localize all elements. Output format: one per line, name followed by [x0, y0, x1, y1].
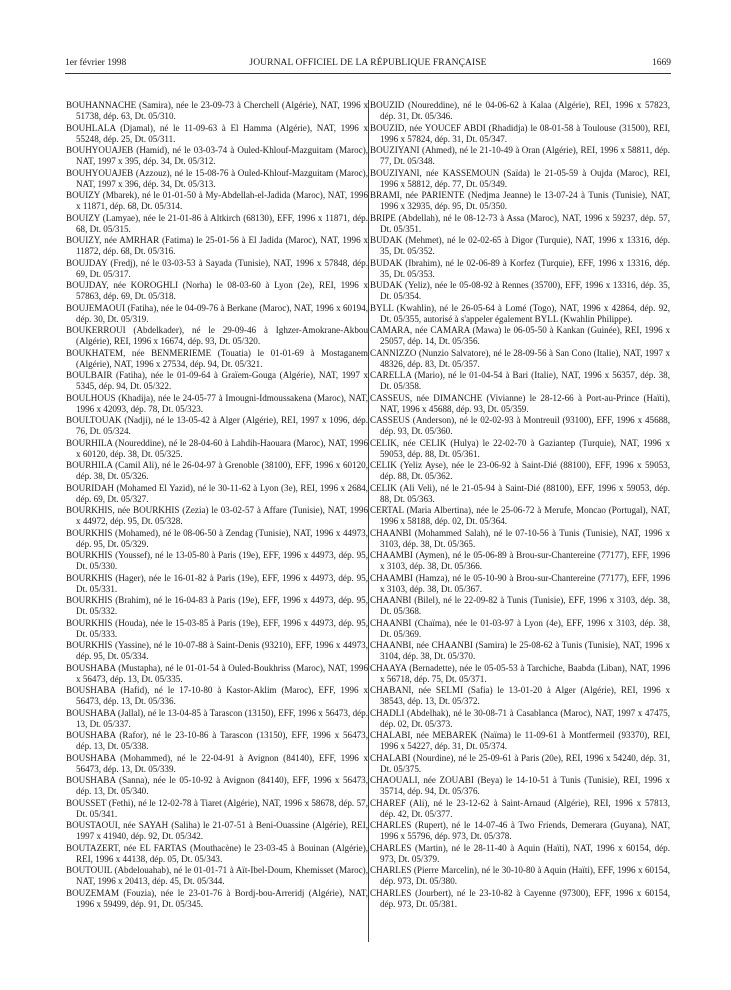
- register-entry: CHAANBI (Bilel), né le 22-09-82 à Tunis (Tunisie), EFF, 1996 x 3103, dép. 38, Dt. 05/368.: [370, 595, 670, 617]
- register-entry: BOULTOUAK (Nadji), né le 13-05-42 à Alger (Algérie), REI, 1997 x 1096, dép. 76, Dt. 05/324.: [66, 415, 368, 437]
- register-entry: CHARLES (Rupert), né le 14-07-46 à Two Friends, Demerara (Guyana), NAT, 1996 x 55796, dép. 973, Dt. 05/378.: [370, 820, 670, 842]
- register-entry: CELIK (Yeliz Ayse), née le 23-06-92 à Saint-Dié (88100), EFF, 1996 x 59053, dép. 88, Dt. 05/362.: [370, 460, 670, 482]
- register-entry: BOUSHABA (Sanna), née le 05-10-92 à Avignon (84140), EFF, 1996 x 56473, dép. 13, Dt. 05/340.: [66, 775, 368, 797]
- left-column: [66, 100, 368, 910]
- register-entry: BOUSHABA (Jallal), né le 13-04-85 à Tarascon (13150), EFF, 1996 x 56473, dép. 13, Dt. 05/337.: [66, 707, 368, 729]
- register-entry: BOURKHIS (Mohamed), né le 08-06-50 à Zendag (Tunisie), NAT, 1996 x 44973, dép. 95, Dt. 05/329.: [66, 527, 368, 549]
- register-entry: BUDAK (Mehmet), né le 02-02-65 à Digor (Turquie), NAT, 1996 x 13316, dép. 35, Dt. 05/352.: [370, 235, 670, 257]
- register-entry: BOURIDAH (Mohamed El Yazid), né le 30-11-62 à Lyon (3e), REI, 1996 x 2684, dép. 69, Dt. 05/327.: [66, 482, 368, 504]
- column-divider: [368, 100, 369, 942]
- register-entry: BOUZIYANI, née KASSEMOUN (Saïda) le 21-05-59 à Oujda (Maroc), REI, 1996 x 58812, dép. 77, Dt. 05/349.: [370, 167, 670, 189]
- register-entry: BYLL (Kwahlin), né le 26-05-64 à Lomé (Togo), NAT, 1996 x 42864, dép. 92, Dt. 05/355, autorisé à s'appeler également BYLL (Kwahlin Philippe).: [370, 302, 670, 324]
- register-entry: BOUTAZERT, née EL FARTAS (Mouthacène) le 23-03-45 à Bouinan (Algérie), REI, 1996 x 44138, dép. 05, Dt. 05/343.: [66, 842, 368, 864]
- register-entry: BOUHYOUAJEB (Azzouz), né le 15-08-76 à Ouled-Khlouf-Mazguitam (Maroc), NAT, 1997 x 396, dép. 34, Dt. 05/313.: [66, 167, 368, 189]
- register-entry: BOUSSET (Fethi), né le 12-02-78 à Tiaret (Algérie), NAT, 1996 x 58678, dép. 57, Dt. 05/341.: [66, 797, 368, 819]
- register-entry: BOUHYOUAJEB (Hamid), né le 03-03-74 à Ouled-Khlouf-Mazguitam (Maroc), NAT, 1997 x 395, dép. 34, Dt. 05/312.: [66, 145, 368, 167]
- register-entry: BOUSHABA (Mustapha), né le 01-01-54 à Ouled-Boukhriss (Maroc), NAT, 1996 x 56473, dép. 13, Dt. 05/335.: [66, 662, 368, 684]
- register-entry: BOULBAIR (Fatiha), née le 01-09-64 à Graïem-Gouga (Algérie), NAT, 1997 x 5345, dép. 94, Dt. 05/322.: [66, 370, 368, 392]
- register-entry: BOUKERROUI (Abdelkader), né le 29-09-46 à Ighzer-Amokrane-Akbou (Algérie), REI, 1996 x 16674, dép. 93, Dt. 05/320.: [66, 325, 368, 347]
- register-entry: CHAAMBI (Hamza), né le 05-10-90 à Brou-sur-Chantereine (77177), EFF, 1996 x 3103, dép. 38, Dt. 05/367.: [370, 572, 670, 594]
- register-entry: BOURHILA (Camil Ali), né le 26-04-97 à Grenoble (38100), EFF, 1996 x 60120, dép. 38, Dt. 05/326.: [66, 460, 368, 482]
- register-entry: BOUZID (Noureddine), né le 04-06-62 à Kalaa (Algérie), REI, 1996 x 57823, dép. 31, Dt. 05/346.: [370, 100, 670, 122]
- register-entry: BOUHLALA (Djamal), né le 11-09-63 à El Hamma (Algérie), NAT, 1996 x 55248, dép. 25, Dt. 05/311.: [66, 122, 368, 144]
- register-entry: BOULHOUS (Khadija), née le 24-05-77 à Imougni-Idmoussakena (Maroc), NAT, 1996 x 42093, dép. 78, Dt. 05/323.: [66, 392, 368, 414]
- register-entry: BOURKHIS (Hager), née le 16-01-82 à Paris (19e), EFF, 1996 x 44973, dép. 95, Dt. 05/331.: [66, 572, 368, 594]
- register-entry: CAMARA, née CAMARA (Mawa) le 06-05-50 à Kankan (Guinée), REI, 1996 x 25057, dép. 14, Dt. 05/356.: [370, 325, 670, 347]
- register-entry: BOURKHIS (Youssef), né le 13-05-80 à Paris (19e), EFF, 1996 x 44973, dép. 95, Dt. 05/330.: [66, 550, 368, 572]
- register-entry: CHALABI (Nourdine), né le 25-09-61 à Paris (20e), REI, 1996 x 54240, dép. 31, Dt. 05/375.: [370, 752, 670, 774]
- register-entry: BOUSHABA (Rafor), né le 23-10-86 à Tarascon (13150), EFF, 1996 x 56473, dép. 13, Dt. 05/338.: [66, 730, 368, 752]
- register-entry: BOUIZY (Lamyae), née le 21-01-86 à Altkirch (68130), EFF, 1996 x 11871, dép. 68, Dt. 05/315.: [66, 212, 368, 234]
- register-entry: CHADLI (Abdelhak), né le 30-08-71 à Casablanca (Maroc), NAT, 1997 x 47475, dép. 02, Dt. 05/373.: [370, 707, 670, 729]
- register-entry: CHAAMBI (Aymen), né le 05-06-89 à Brou-sur-Chantereine (77177), EFF, 1996 x 3103, dép. 38, Dt. 05/366.: [370, 550, 670, 572]
- register-entry: BOUZIYANI (Ahmed), né le 21-10-49 à Oran (Algérie), REI, 1996 x 58811, dép. 77, Dt. 05/348.: [370, 145, 670, 167]
- register-entry: BOURKHIS (Houda), née le 15-03-85 à Paris (19e), EFF, 1996 x 44973, dép. 95, Dt. 05/333.: [66, 617, 368, 639]
- register-entry: CHARLES (Pierre Marcelin), né le 30-10-80 à Aquin (Haïti), EFF, 1996 x 60154, dép. 973, Dt. 05/380.: [370, 865, 670, 887]
- register-entry: BRAMI, née PARIENTE (Nedjma Jeanne) le 13-07-24 à Tunis (Tunisie), NAT, 1996 x 32935, dép. 95, Dt. 05/350.: [370, 190, 670, 212]
- register-entry: CHAANBI, née CHAANBI (Samira) le 25-08-62 à Tunis (Tunisie), NAT, 1996 x 3104, dép. 38, Dt. 05/370.: [370, 640, 670, 662]
- register-entry: BUDAK (Yeliz), née le 05-08-92 à Rennes (35700), EFF, 1996 x 13316, dép. 35, Dt. 05/354.: [370, 280, 670, 302]
- register-entry: CELIK, née CELIK (Hulya) le 22-02-70 à Gaziantep (Turquie), NAT, 1996 x 59053, dép. 88, Dt. 05/361.: [370, 437, 670, 459]
- register-entry: CHAOUALI, née ZOUABI (Beya) le 14-10-51 à Tunis (Tunisie), REI, 1996 x 35714, dép. 94, Dt. 05/376.: [370, 775, 670, 797]
- page-header: [65, 58, 671, 72]
- header-title: JOURNAL OFFICIEL DE LA RÉPUBLIQUE FRANÇAISE: [249, 58, 487, 68]
- register-entry: BOURHILA (Noureddine), né le 28-04-60 à Lahdih-Haouara (Maroc), NAT, 1996 x 60120, dép. 38, Dt. 05/325.: [66, 437, 368, 459]
- register-entry: BOUIZY, née AMRHAR (Fatima) le 25-01-56 à El Jadida (Maroc), NAT, 1996 x 11872, dép. 68, Dt. 05/316.: [66, 235, 368, 257]
- register-entry: BOUHANNACHE (Samira), née le 23-09-73 à Cherchell (Algérie), NAT, 1996 x 51738, dép. 63, Dt. 05/310.: [66, 100, 368, 122]
- header-page-number: 1669: [652, 58, 671, 68]
- register-entry: BOURKHIS (Yassine), né le 10-07-88 à Saint-Denis (93210), EFF, 1996 x 44973, dép. 95, Dt. 05/334.: [66, 640, 368, 662]
- register-entry: BOUIZY (Mbarek), né le 01-01-50 à My-Abdellah-el-Jadida (Maroc), NAT, 1996 x 11871, dép. 68, Dt. 05/314.: [66, 190, 368, 212]
- register-entry: CERTAL (Maria Albertina), née le 25-06-72 à Merufe, Moncao (Portugal), NAT, 1996 x 58188, dép. 02, Dt. 05/364.: [370, 505, 670, 527]
- register-entry: BOUJEMAOUI (Fatiha), née le 04-09-76 à Berkane (Maroc), NAT, 1996 x 60194, dép. 30, Dt. 05/319.: [66, 302, 368, 324]
- register-entry: BOUKHATEM, née BENMERIEME (Touatia) le 01-01-69 à Mostaganem (Algérie), NAT, 1996 x 27534, dép. 94, Dt. 05/321.: [66, 347, 368, 369]
- register-entry: CHAAYA (Bernadette), née le 05-05-53 à Tarchiche, Baabda (Liban), NAT, 1996 x 56718, dép. 75, Dt. 05/371.: [370, 662, 670, 684]
- register-entry: BOURKHIS (Brahim), né le 16-04-83 à Paris (19e), EFF, 1996 x 44973, dép. 95, Dt. 05/332.: [66, 595, 368, 617]
- right-column: [370, 100, 670, 910]
- register-entry: CHAREF (Ali), né le 23-12-62 à Saint-Arnaud (Algérie), REI, 1996 x 57813, dép. 42, Dt. 05/377.: [370, 797, 670, 819]
- register-entry: BOUSHABA (Mohammed), né le 22-04-91 à Avignon (84140), EFF, 1996 x 56473, dép. 13, Dt. 05/339.: [66, 752, 368, 774]
- register-entry: BRIPE (Abdellah), né le 08-12-73 à Assa (Maroc), NAT, 1996 x 59237, dép. 57, Dt. 05/351.: [370, 212, 670, 234]
- register-entry: CANNIZZO (Nunzio Salvatore), né le 28-09-56 à San Cono (Italie), NAT, 1997 x 48326, dép. 83, Dt. 05/357.: [370, 347, 670, 369]
- register-entry: CHABANI, née SELMI (Safia) le 13-01-20 à Alger (Algérie), REI, 1996 x 38543, dép. 13, Dt. 05/372.: [370, 685, 670, 707]
- register-entry: CASSEUS, née DIMANCHE (Vivianne) le 28-12-66 à Port-au-Prince (Haïti), NAT, 1996 x 45688, dép. 93, Dt. 05/359.: [370, 392, 670, 414]
- register-entry: CARELLA (Mario), né le 01-04-54 à Bari (Italie), NAT, 1996 x 56357, dép. 38, Dt. 05/358.: [370, 370, 670, 392]
- header-date: 1er février 1998: [65, 58, 127, 68]
- register-entry: BOUJDAY, née KOROGHLI (Norha) le 08-03-60 à Lyon (2e), REI, 1996 x 57863, dép. 69, Dt. 05/318.: [66, 280, 368, 302]
- register-entry: BOURKHIS, née BOURKHIS (Zezia) le 03-02-57 à Affare (Tunisie), NAT, 1996 x 44972, dép. 95, Dt. 05/328.: [66, 505, 368, 527]
- register-entry: CHAANBI (Mohammed Salah), né le 07-10-56 à Tunis (Tunisie), NAT, 1996 x 3103, dép. 38, Dt. 05/365.: [370, 527, 670, 549]
- header-rule: [65, 73, 671, 74]
- register-entry: CELIK (Ali Veli), né le 21-05-94 à Saint-Dié (88100), EFF, 1996 x 59053, dép. 88, Dt. 05/363.: [370, 482, 670, 504]
- register-entry: BOUZID, née YOUCEF ABDI (Rhadidja) le 08-01-58 à Toulouse (31500), REI, 1996 x 57824, dép. 31, Dt. 05/347.: [370, 122, 670, 144]
- register-entry: CHAANBI (Chaïma), née le 01-03-97 à Lyon (4e), EFF, 1996 x 3103, dép. 38, Dt. 05/369.: [370, 617, 670, 639]
- register-entry: CHARLES (Jourbert), né le 23-10-82 à Cayenne (97300), EFF, 1996 x 60154, dép. 973, Dt. 05/381.: [370, 887, 670, 909]
- register-entry: BUDAK (Ibrahim), né le 02-06-89 à Korfez (Turquie), EFF, 1996 x 13316, dép. 35, Dt. 05/353.: [370, 257, 670, 279]
- register-entry: BOUTOUIL (Abdelouahab), né le 01-01-71 à Aït-Ibel-Doum, Khemisset (Maroc), NAT, 1996 x 20413, dép. 45, Dt. 05/344.: [66, 865, 368, 887]
- register-entry: BOUJDAY (Fredj), né le 03-03-53 à Sayada (Tunisie), NAT, 1996 x 57848, dép. 69, Dt. 05/317.: [66, 257, 368, 279]
- register-entry: CHALABI, née MEBAREK (Naïma) le 11-09-61 à Montfermeil (93370), REI, 1996 x 54227, dép. 31, Dt. 05/374.: [370, 730, 670, 752]
- register-entry: BOUSTAOUI, née SAYAH (Saliha) le 21-07-51 à Beni-Ouassine (Algérie), REI, 1997 x 41940, dép. 92, Dt. 05/342.: [66, 820, 368, 842]
- register-entry: CHARLES (Martin), né le 28-11-40 à Aquin (Haïti), NAT, 1996 x 60154, dép. 973, Dt. 05/379.: [370, 842, 670, 864]
- register-entry: BOUSHABA (Hafid), né le 17-10-80 à Kastor-Aklim (Maroc), EFF, 1996 x 56473, dép. 13, Dt. 05/336.: [66, 685, 368, 707]
- register-entry: BOUZEMAM (Fouzia), née le 23-01-76 à Bordj-bou-Arreridj (Algérie), NAT, 1996 x 59499, dép. 91, Dt. 05/345.: [66, 887, 368, 909]
- register-entry: CASSEUS (Anderson), né le 02-02-93 à Montreuil (93100), EFF, 1996 x 45688, dép. 93, Dt. 05/360.: [370, 415, 670, 437]
